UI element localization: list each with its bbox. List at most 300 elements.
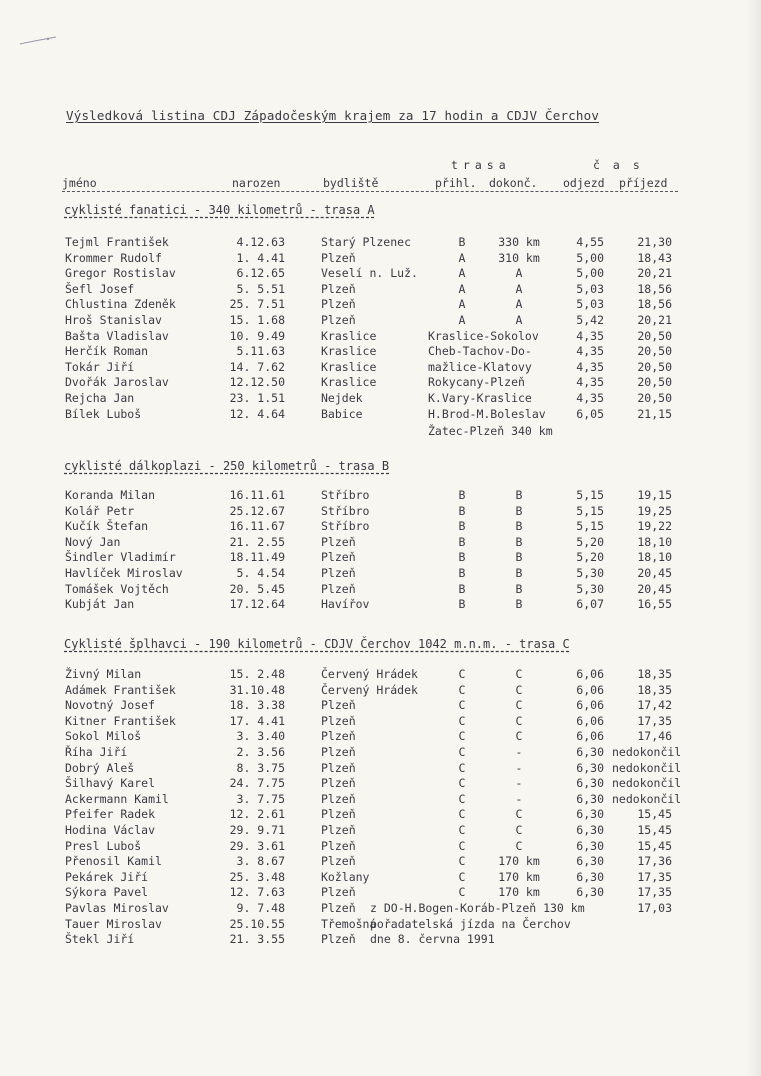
- cell-departure: 5,20: [576, 534, 604, 549]
- cell-born: 21. 2.55: [229, 534, 285, 549]
- section-a-note: Žatec-Plzeň 340 km: [428, 424, 553, 438]
- cell-departure: 6,30: [576, 791, 604, 806]
- cell-departure: 4,35: [576, 328, 604, 343]
- cell-name: Kolář Petr: [65, 503, 135, 518]
- cell-arrival: 18,35: [637, 667, 672, 681]
- cell-name: Bašta Vladislav: [65, 328, 169, 343]
- cell-born: 10. 9.49: [229, 328, 285, 343]
- cell-arrival: 15,45: [637, 823, 672, 837]
- cell-name: Bílek Luboš: [65, 406, 142, 421]
- table-row: [0, 745, 761, 761]
- cell-route-registered: B: [458, 534, 466, 549]
- cell-route-finished: B: [515, 566, 523, 580]
- cell-arrival: 20,45: [637, 566, 672, 580]
- cell-residence: Plzeň: [321, 534, 356, 549]
- cell-route-registered: C: [458, 729, 466, 744]
- cell-residence: Plzeň: [321, 807, 356, 822]
- cell-route-finished: C: [515, 838, 523, 853]
- cell-residence: Plzeň: [321, 281, 356, 296]
- cell-route-finished: B: [515, 503, 523, 518]
- table-row: [0, 870, 761, 886]
- cell-residence: Plzeň: [321, 901, 356, 915]
- cell-route-finished: A: [515, 266, 523, 281]
- cell-departure: 6,30: [576, 854, 604, 869]
- cell-departure: 5,00: [576, 266, 604, 281]
- cell-route-finished: C: [515, 698, 523, 713]
- cell-route-registered: C: [458, 760, 466, 775]
- table-row: [0, 698, 761, 714]
- cell-born: 12. 4.64: [229, 406, 285, 421]
- cell-name: Živný Milan: [65, 667, 142, 681]
- cell-route-finished: 170 km: [498, 885, 540, 900]
- cell-residence: Kožlany: [321, 869, 370, 884]
- cell-departure: 5,15: [576, 519, 604, 534]
- cell-born: 3. 3.40: [236, 729, 285, 744]
- cell-route-note: z DO-H.Bogen-Koráb-Plzeň 130 km: [370, 901, 585, 915]
- cell-departure: 5,15: [576, 488, 604, 502]
- cell-route-registered: C: [458, 776, 466, 791]
- cell-route-registered: B: [458, 566, 466, 580]
- cell-born: 12.12.50: [229, 375, 285, 390]
- cell-name: Adámek František: [65, 682, 176, 697]
- cell-arrival: 19,15: [637, 488, 672, 502]
- cell-route-registered: C: [458, 713, 466, 728]
- cell-departure: 6,30: [576, 807, 604, 822]
- cell-name: Nový Jan: [65, 534, 121, 549]
- cell-route-registered: A: [458, 313, 466, 327]
- cell-route-registered: A: [458, 266, 466, 281]
- cell-name: Krommer Rudolf: [65, 250, 162, 265]
- cell-departure: 6,30: [576, 776, 604, 791]
- section-a-title: cyklisté fanatici - 340 kilometrů - trasa A: [64, 203, 375, 217]
- cell-arrival: 17,42: [637, 698, 672, 713]
- cell-name: Tejml František: [65, 235, 169, 249]
- cell-departure: 6,30: [576, 869, 604, 884]
- cell-route-finished: B: [515, 519, 523, 534]
- cell-route-finished: -: [515, 776, 523, 791]
- cell-residence: Třemošná: [321, 916, 377, 931]
- cell-born: 5. 4.54: [236, 566, 285, 580]
- cell-arrival: 19,25: [637, 503, 672, 518]
- cell-route-finished: 330 km: [498, 235, 540, 249]
- header-trasa: trasa: [451, 158, 511, 172]
- cell-born: 1. 4.41: [236, 250, 285, 265]
- cell-arrival: 21,15: [637, 406, 672, 421]
- table-row: [0, 375, 761, 391]
- cell-departure: 5,42: [576, 313, 604, 327]
- cell-arrival: 20,50: [637, 375, 672, 390]
- header-odjezd: odjezd: [563, 176, 605, 190]
- cell-departure: 5,15: [576, 503, 604, 518]
- cell-departure: 6,30: [576, 838, 604, 853]
- cell-residence: Plzeň: [321, 297, 356, 312]
- cell-route-registered: C: [458, 698, 466, 713]
- cell-departure: 6,30: [576, 823, 604, 837]
- cell-route-registered: C: [458, 807, 466, 822]
- table-row: [0, 683, 761, 699]
- table-row: [0, 901, 761, 917]
- cell-departure: 6,06: [576, 667, 604, 681]
- cell-route-finished: C: [515, 682, 523, 697]
- cell-route-note: Rokycany-Plzeň: [428, 375, 525, 390]
- cell-route-finished: -: [515, 791, 523, 806]
- cell-departure: 5,20: [576, 550, 604, 565]
- cell-born: 12. 7.63: [229, 885, 285, 900]
- cell-route-registered: C: [458, 854, 466, 869]
- cell-route-registered: A: [458, 297, 466, 312]
- cell-born: 25.12.67: [229, 503, 285, 518]
- cell-name: Presl Luboš: [65, 838, 142, 853]
- cell-arrival: 19,22: [637, 519, 672, 534]
- cell-departure: 6,06: [576, 682, 604, 697]
- cell-arrival: 18,10: [637, 550, 672, 565]
- cell-residence: Plzeň: [321, 713, 356, 728]
- cell-route-finished: A: [515, 281, 523, 296]
- cell-arrival: 17,46: [637, 729, 672, 744]
- cell-route-registered: A: [458, 281, 466, 296]
- cell-route-finished: 170 km: [498, 854, 540, 869]
- table-row: [0, 282, 761, 298]
- cell-arrival: 17,35: [637, 869, 672, 884]
- table-row: [0, 391, 761, 407]
- cell-departure: 6,30: [576, 745, 604, 759]
- cell-name: Rejcha Jan: [65, 391, 135, 405]
- table-row: [0, 932, 761, 948]
- cell-route-registered: B: [458, 488, 466, 502]
- cell-name: Pavlas Miroslav: [65, 901, 169, 915]
- cell-residence: Plzeň: [321, 550, 356, 565]
- section-c-title: Cyklisté šplhavci - 190 kilometrů - CDJV Čerchov 1042 m.n.m. - trasa C: [64, 637, 570, 651]
- cell-name: Přenosil Kamil: [65, 854, 162, 869]
- cell-name: Havlíček Miroslav: [65, 566, 183, 580]
- cell-name: Novotný Josef: [65, 698, 156, 713]
- header-bydliste: bydliště: [323, 176, 379, 190]
- cell-route-registered: C: [458, 869, 466, 884]
- cell-name: Pfeifer Radek: [65, 807, 156, 822]
- cell-residence: Plzeň: [321, 729, 356, 744]
- table-row: [0, 488, 761, 504]
- cell-residence: Stříbro: [321, 519, 370, 534]
- cell-arrival: nedokončil: [612, 791, 682, 806]
- cell-born: 24. 7.75: [229, 776, 285, 791]
- cell-arrival: 16,55: [637, 597, 672, 612]
- table-row: [0, 839, 761, 855]
- table-row: [0, 251, 761, 267]
- cell-route-registered: C: [458, 667, 466, 681]
- cell-arrival: 17,35: [637, 885, 672, 900]
- cell-born: 25.10.55: [229, 916, 285, 931]
- cell-born: 5. 5.51: [236, 281, 285, 296]
- cell-route-finished: C: [515, 729, 523, 744]
- cell-arrival: nedokončil: [612, 760, 682, 775]
- table-row: [0, 329, 761, 345]
- cell-residence: Veselí n. Luž.: [321, 266, 418, 281]
- table-row: [0, 792, 761, 808]
- cell-route-note: Kraslice-Sokolov: [428, 328, 539, 343]
- cell-route-finished: B: [515, 550, 523, 565]
- cell-departure: 6,07: [576, 597, 604, 612]
- cell-born: 15. 1.68: [229, 313, 285, 327]
- cell-born: 6.12.65: [236, 266, 285, 281]
- cell-arrival: 20,45: [637, 581, 672, 596]
- table-row: [0, 917, 761, 933]
- cell-route-registered: C: [458, 838, 466, 853]
- header-prijezd: příjezd: [619, 176, 668, 190]
- cell-name: Tomášek Vojtěch: [65, 581, 169, 596]
- cell-name: Gregor Rostislav: [65, 266, 176, 281]
- table-row: [0, 313, 761, 329]
- cell-arrival: 18,56: [637, 281, 672, 296]
- cell-route-registered: B: [458, 550, 466, 565]
- cell-born: 2. 3.56: [236, 745, 285, 759]
- cell-name: Kitner František: [65, 713, 176, 728]
- cell-born: 4.12.63: [236, 235, 285, 249]
- cell-name: Herčík Roman: [65, 344, 149, 359]
- table-row: [0, 714, 761, 730]
- table-row: [0, 729, 761, 745]
- cell-residence: Plzeň: [321, 776, 356, 791]
- cell-route-finished: C: [515, 807, 523, 822]
- document-title: Výsledková listina CDJ Západočeským krajem za 17 hodin a CDJV Čerchov: [66, 108, 600, 123]
- table-row: [0, 407, 761, 423]
- cell-route-note: H.Brod-M.Boleslav: [428, 406, 546, 421]
- cell-name: Sýkora Pavel: [65, 885, 149, 900]
- cell-departure: 6,06: [576, 713, 604, 728]
- cell-residence: Plzeň: [321, 566, 356, 580]
- cell-route-registered: C: [458, 885, 466, 900]
- cell-route-registered: C: [458, 823, 466, 837]
- cell-departure: 4,35: [576, 391, 604, 405]
- cell-residence: Starý Plzenec: [321, 235, 412, 249]
- cell-name: Štekl Jiří: [65, 932, 135, 947]
- cell-name: Chlustina Zdeněk: [65, 297, 176, 312]
- cell-born: 16.11.67: [229, 519, 285, 534]
- cell-born: 20. 5.45: [229, 581, 285, 596]
- cell-name: Kubját Jan: [65, 597, 135, 612]
- table-row: [0, 297, 761, 313]
- cell-route-registered: C: [458, 745, 466, 759]
- cell-arrival: 17,36: [637, 854, 672, 869]
- cell-born: 21. 3.55: [229, 932, 285, 947]
- cell-route-registered: B: [458, 597, 466, 612]
- table-row: [0, 854, 761, 870]
- cell-residence: Plzeň: [321, 745, 356, 759]
- cell-born: 15. 2.48: [229, 667, 285, 681]
- cell-arrival: 20,50: [637, 391, 672, 405]
- cell-born: 17. 4.41: [229, 713, 285, 728]
- cell-residence: Kraslice: [321, 375, 377, 390]
- cell-departure: 6,30: [576, 760, 604, 775]
- cell-departure: 5,03: [576, 297, 604, 312]
- cell-route-finished: -: [515, 760, 523, 775]
- cell-born: 17.12.64: [229, 597, 285, 612]
- cell-arrival: nedokončil: [612, 776, 682, 791]
- cell-route-finished: A: [515, 313, 523, 327]
- cell-departure: 4,35: [576, 375, 604, 390]
- table-row: [0, 550, 761, 566]
- cell-departure: 4,35: [576, 359, 604, 374]
- cell-arrival: 20,50: [637, 328, 672, 343]
- table-row: [0, 504, 761, 520]
- cell-route-finished: 170 km: [498, 869, 540, 884]
- cell-arrival: 21,30: [637, 235, 672, 249]
- cell-route-finished: B: [515, 597, 523, 612]
- table-row: [0, 776, 761, 792]
- table-row: [0, 235, 761, 251]
- cell-arrival: 17,03: [637, 901, 672, 915]
- cell-route-note: dne 8. června 1991: [370, 932, 495, 947]
- cell-name: Hroš Stanislav: [65, 313, 162, 327]
- cell-departure: 4,55: [576, 235, 604, 249]
- cell-residence: Červený Hrádek: [321, 667, 418, 681]
- cell-name: Šindler Vladimír: [65, 550, 176, 565]
- cell-residence: Červený Hrádek: [321, 682, 418, 697]
- cell-residence: Nejdek: [321, 391, 363, 405]
- cell-route-registered: A: [458, 250, 466, 265]
- cell-route-finished: A: [515, 297, 523, 312]
- pen-mark: [18, 36, 58, 46]
- cell-born: 23. 1.51: [229, 391, 285, 405]
- cell-born: 29. 9.71: [229, 823, 285, 837]
- cell-route-finished: C: [515, 667, 523, 681]
- cell-residence: Kraslice: [321, 344, 377, 359]
- cell-born: 9. 7.48: [236, 901, 285, 915]
- cell-born: 29. 3.61: [229, 838, 285, 853]
- cell-born: 5.11.63: [236, 344, 285, 359]
- cell-route-finished: B: [515, 488, 523, 502]
- table-row: [0, 266, 761, 282]
- cell-born: 3. 7.75: [236, 791, 285, 806]
- table-row: [0, 667, 761, 683]
- cell-route-note: mažlice-Klatovy: [428, 359, 532, 374]
- table-row: [0, 566, 761, 582]
- cell-born: 14. 7.62: [229, 359, 285, 374]
- cell-route-registered: C: [458, 682, 466, 697]
- cell-route-note: K.Vary-Kraslice: [428, 391, 532, 405]
- cell-born: 3. 8.67: [236, 854, 285, 869]
- cell-born: 8. 3.75: [236, 760, 285, 775]
- cell-departure: 5,03: [576, 281, 604, 296]
- cell-name: Sokol Miloš: [65, 729, 142, 744]
- cell-name: Kučík Štefan: [65, 519, 149, 534]
- cell-residence: Plzeň: [321, 581, 356, 596]
- table-row: [0, 807, 761, 823]
- cell-departure: 6,30: [576, 885, 604, 900]
- table-row: [0, 597, 761, 613]
- cell-arrival: 18,35: [637, 682, 672, 697]
- cell-residence: Plzeň: [321, 932, 356, 947]
- cell-born: 16.11.61: [229, 488, 285, 502]
- table-row: [0, 344, 761, 360]
- cell-residence: Plzeň: [321, 250, 356, 265]
- cell-arrival: 20,21: [637, 266, 672, 281]
- header-jmeno: jméno: [62, 176, 97, 190]
- table-row: [0, 360, 761, 376]
- cell-departure: 5,30: [576, 566, 604, 580]
- cell-departure: 5,30: [576, 581, 604, 596]
- section-b-title: cyklisté dálkoplazi - 250 kilometrů - trasa B: [64, 459, 390, 473]
- table-row: [0, 519, 761, 535]
- cell-departure: 4,35: [576, 344, 604, 359]
- cell-arrival: 17,35: [637, 713, 672, 728]
- cell-arrival: nedokončil: [612, 745, 682, 759]
- cell-route-finished: B: [515, 534, 523, 549]
- cell-residence: Kraslice: [321, 328, 377, 343]
- cell-departure: 6,06: [576, 729, 604, 744]
- table-row: [0, 761, 761, 777]
- cell-name: Říha Jiří: [65, 745, 128, 759]
- cell-residence: Stříbro: [321, 503, 370, 518]
- cell-route-note: Cheb-Tachov-Do-: [428, 344, 532, 359]
- cell-departure: 6,06: [576, 698, 604, 713]
- cell-arrival: 15,45: [637, 838, 672, 853]
- cell-route-finished: 310 km: [498, 250, 540, 265]
- cell-arrival: 15,45: [637, 807, 672, 822]
- cell-residence: Stříbro: [321, 488, 370, 502]
- cell-arrival: 18,10: [637, 534, 672, 549]
- table-row: [0, 885, 761, 901]
- header-rule: [62, 191, 678, 192]
- cell-departure: 5,00: [576, 250, 604, 265]
- cell-born: 12. 2.61: [229, 807, 285, 822]
- cell-born: 18. 3.38: [229, 698, 285, 713]
- header-cas: čas: [593, 158, 653, 172]
- cell-residence: Plzeň: [321, 313, 356, 327]
- cell-name: Šefl Josef: [65, 281, 135, 296]
- cell-residence: Kraslice: [321, 359, 377, 374]
- cell-arrival: 18,56: [637, 297, 672, 312]
- cell-name: Tauer Miroslav: [65, 916, 162, 931]
- cell-name: Ackermann Kamil: [65, 791, 169, 806]
- cell-name: Dvořák Jaroslav: [65, 375, 169, 390]
- cell-arrival: 20,21: [637, 313, 672, 327]
- table-row: [0, 535, 761, 551]
- cell-name: Dobrý Aleš: [65, 760, 135, 775]
- cell-route-finished: B: [515, 581, 523, 596]
- cell-residence: Plzeň: [321, 854, 356, 869]
- cell-route-finished: -: [515, 745, 523, 759]
- cell-route-registered: B: [458, 519, 466, 534]
- header-narozen: narozen: [232, 176, 281, 190]
- cell-born: 18.11.49: [229, 550, 285, 565]
- cell-name: Tokár Jiří: [65, 359, 135, 374]
- cell-name: Pekárek Jiří: [65, 869, 149, 884]
- cell-residence: Plzeň: [321, 885, 356, 900]
- cell-residence: Plzeň: [321, 823, 356, 837]
- cell-born: 25. 3.48: [229, 869, 285, 884]
- cell-residence: Babice: [321, 406, 363, 421]
- cell-residence: Plzeň: [321, 838, 356, 853]
- cell-name: Šilhavý Karel: [65, 776, 156, 791]
- cell-route-note: pořadatelská jízda na Čerchov: [370, 916, 571, 931]
- table-row: [0, 823, 761, 839]
- cell-route-registered: B: [458, 235, 466, 249]
- cell-route-registered: C: [458, 791, 466, 806]
- cell-name: Hodina Václav: [65, 823, 156, 837]
- table-row: [0, 582, 761, 598]
- cell-route-registered: B: [458, 503, 466, 518]
- cell-name: Koranda Milan: [65, 488, 156, 502]
- cell-born: 31.10.48: [229, 682, 285, 697]
- cell-residence: Plzeň: [321, 698, 356, 713]
- cell-route-registered: B: [458, 581, 466, 596]
- cell-born: 25. 7.51: [229, 297, 285, 312]
- cell-residence: Plzeň: [321, 791, 356, 806]
- cell-route-finished: C: [515, 823, 523, 837]
- cell-arrival: 20,50: [637, 359, 672, 374]
- header-prihl: přihl.: [435, 176, 477, 190]
- header-dokonc: dokonč.: [489, 176, 538, 190]
